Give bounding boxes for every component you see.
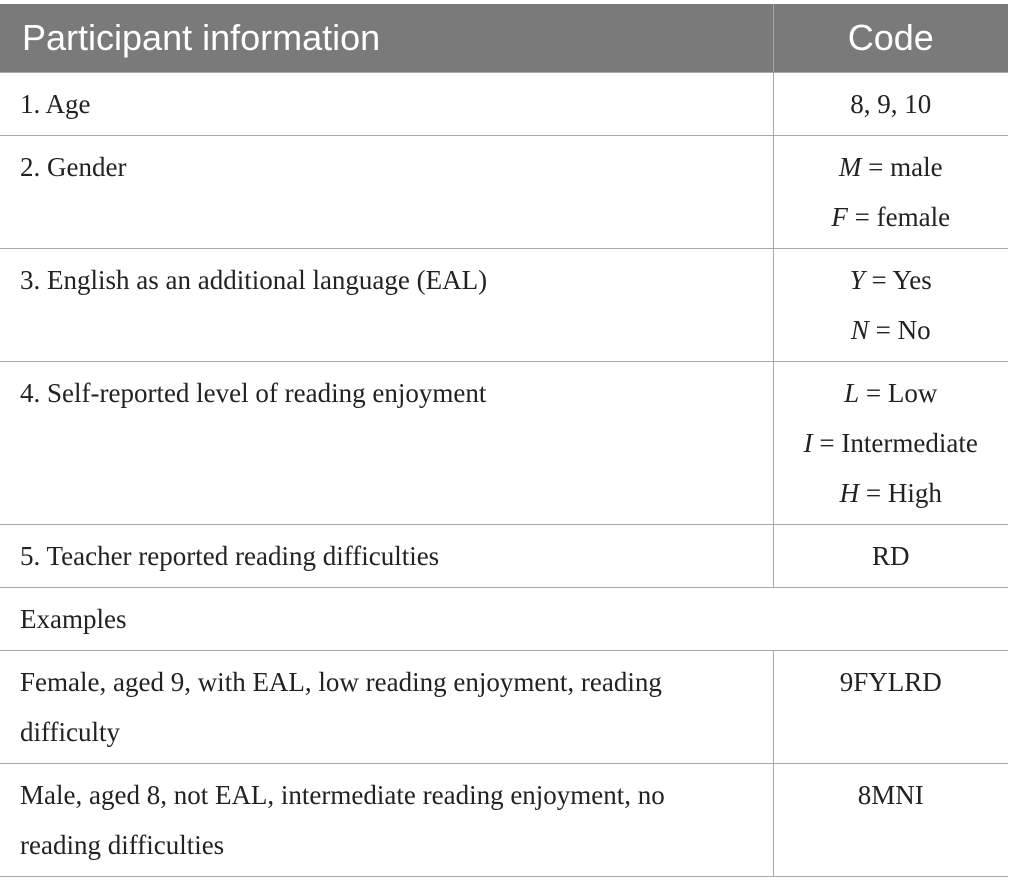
row-code <box>773 249 1008 362</box>
code-line: L = Low <box>844 378 938 408</box>
example-code: 8MNI <box>773 764 1008 877</box>
code-line: N = No <box>850 315 931 345</box>
row-label: 2. Gender <box>0 136 773 249</box>
table-row-enjoyment <box>0 362 1008 525</box>
header-participant-information: Participant information <box>0 4 773 73</box>
example-description: Female, aged 9, with EAL, low reading enjoyment, reading difficulty <box>0 651 773 764</box>
code-line: Y = Yes <box>849 265 932 295</box>
header-code: Code <box>773 4 1008 73</box>
row-label: 3. English as an additional language (EAL) <box>0 249 773 362</box>
example-description: Male, aged 8, not EAL, intermediate reading enjoyment, no reading difficulties <box>0 764 773 877</box>
examples-heading: Examples <box>0 588 1008 651</box>
row-code: RD <box>773 525 1008 588</box>
row-label: 5. Teacher reported reading difficulties <box>0 525 773 588</box>
code-line: F = female <box>831 202 951 232</box>
table-row-example <box>0 764 1008 877</box>
table-row-age <box>0 73 1008 136</box>
row-label: 4. Self-reported level of reading enjoyment <box>0 362 773 525</box>
row-code: 8, 9, 10 <box>773 73 1008 136</box>
code-line: I = Intermediate <box>803 428 978 458</box>
table-row-examples-heading <box>0 588 1008 651</box>
row-code <box>773 362 1008 525</box>
table-row-difficulties <box>0 525 1008 588</box>
code-line: H = High <box>839 478 942 508</box>
row-code <box>773 136 1008 249</box>
table-row-example <box>0 651 1008 764</box>
table-header-row <box>0 4 1008 73</box>
participant-coding-table <box>0 4 1008 877</box>
code-line: M = male <box>838 152 943 182</box>
example-code: 9FYLRD <box>773 651 1008 764</box>
table-row-gender <box>0 136 1008 249</box>
table-row-eal <box>0 249 1008 362</box>
row-label: 1. Age <box>0 73 773 136</box>
